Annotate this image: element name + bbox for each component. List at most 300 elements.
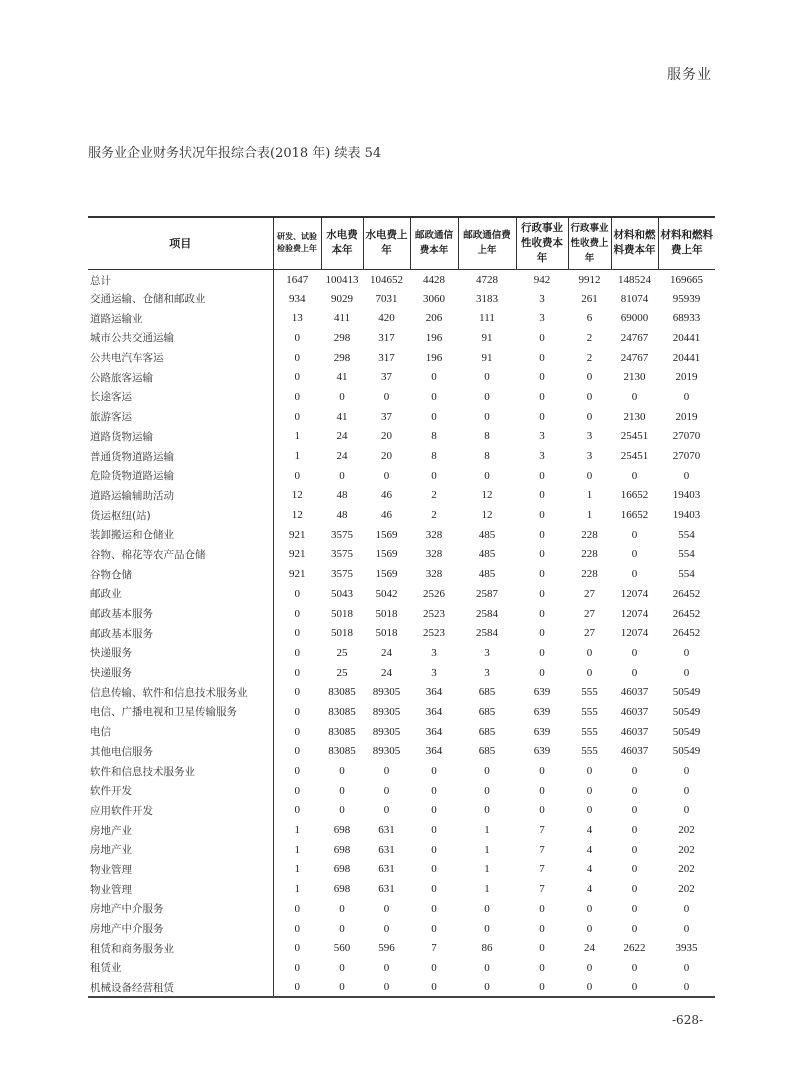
cell-value: 9912 [578,274,601,287]
table-row [88,860,715,880]
cell-value: 1 [294,863,300,876]
cell-value: 12 [481,489,493,502]
cell-value: 1 [484,863,490,876]
cell-value: 0 [539,390,545,403]
cell-value: 364 [425,686,443,699]
cell-value: 298 [333,351,351,364]
cell-value: 0 [683,922,690,935]
row-label: 房地产中介服务 [88,919,273,939]
cell-value: 46 [381,489,392,502]
table-row [88,308,715,328]
cell-value: 20441 [672,351,701,364]
cell-value: 12 [291,509,303,522]
cell-value: 0 [484,981,490,994]
column-header: 行政事业性收费上年 [568,217,611,269]
row-label: 其他电信服务 [88,742,273,762]
cell-value: 5018 [375,607,398,620]
cell-value: 196 [425,331,443,344]
cell-value: 0 [539,646,545,659]
cell-value: 202 [678,883,695,896]
cell-value: 169665 [670,274,703,287]
cell-value: 7 [539,883,545,896]
cell-value: 41 [336,410,348,423]
row-label: 道路运输业 [88,308,273,328]
cell-value: 24767 [620,351,649,364]
cell-value: 639 [533,705,551,718]
cell-value: 24767 [620,331,649,344]
cell-value: 0 [539,351,545,364]
cell-value: 0 [586,390,593,403]
cell-value: 83085 [328,725,356,738]
cell-value: 1 [294,824,300,837]
table-row [88,407,715,427]
cell-value: 555 [581,705,598,718]
cell-value: 2622 [623,942,646,955]
cell-value: 685 [478,705,496,718]
cell-value: 0 [539,666,545,679]
cell-value: 100413 [325,274,359,287]
table-row [88,604,715,624]
cell-value: 0 [339,804,345,817]
table-row [88,682,715,702]
cell-value: 0 [631,843,638,856]
cell-value: 7 [539,843,545,856]
cell-value: 3 [586,430,593,443]
cell-value: 0 [539,587,545,600]
cell-value: 0 [294,902,300,915]
cell-value: 12 [481,509,493,522]
cell-value: 9029 [331,292,353,305]
column-header: 邮政通信费本年 [410,217,458,269]
cell-value: 0 [383,469,390,482]
cell-value: 0 [383,784,390,797]
cell-value: 0 [586,469,593,482]
cell-value: 0 [586,784,593,797]
row-label: 应用软件开发 [88,801,273,821]
table-row [88,545,715,565]
cell-value: 8 [431,430,437,443]
cell-value: 7 [539,863,545,876]
table-row [88,702,715,722]
cell-value: 485 [478,528,496,541]
cell-value: 25451 [620,430,649,443]
cell-value: 485 [478,568,496,581]
row-label: 危险货物道路运输 [88,466,273,486]
cell-value: 0 [683,390,690,403]
cell-value: 631 [378,824,395,837]
cell-value: 0 [431,902,437,915]
cell-value: 0 [431,863,437,876]
cell-value: 0 [294,390,300,403]
cell-value: 4 [586,824,593,837]
cell-value: 698 [333,863,351,876]
cell-value: 0 [631,646,638,659]
cell-value: 3 [539,450,545,463]
cell-value: 3 [484,666,490,679]
cell-value: 4 [586,863,593,876]
cell-value: 0 [631,902,638,915]
cell-value: 25 [336,646,348,659]
cell-value: 0 [294,371,300,384]
table-row [88,466,715,486]
cell-value: 12 [291,489,303,502]
cell-value: 0 [586,981,593,994]
cell-value: 555 [581,745,598,758]
cell-value: 46037 [620,686,649,699]
cell-value: 1647 [286,274,309,287]
table-row [88,742,715,762]
cell-value: 1 [294,883,300,896]
cell-value: 2584 [476,607,498,620]
cell-value: 596 [378,942,395,955]
cell-value: 83085 [328,745,356,758]
cell-value: 0 [294,666,300,679]
cell-value: 27 [584,587,595,600]
cell-value: 0 [431,883,437,896]
cell-value: 0 [586,902,593,915]
table-row [88,269,715,289]
row-label: 道路运输辅助活动 [88,486,273,506]
cell-value: 2019 [675,371,698,384]
row-label: 谷物仓储 [88,564,273,584]
financial-table-container [88,216,715,998]
cell-value: 3575 [331,528,353,541]
cell-value: 206 [425,312,443,325]
row-label: 道路货物运输 [88,427,273,447]
cell-value: 3060 [423,292,445,305]
cell-value: 20 [381,450,392,463]
cell-value: 2584 [476,627,498,640]
row-label: 普通货物道路运输 [88,446,273,466]
cell-value: 554 [678,568,695,581]
row-label: 邮政基本服务 [88,623,273,643]
cell-value: 0 [683,981,690,994]
cell-value: 0 [383,804,390,817]
table-header-row [88,217,715,269]
cell-value: 560 [333,942,351,955]
cell-value: 0 [431,804,437,817]
cell-value: 1 [586,509,593,522]
table-row [88,367,715,387]
row-label: 旅游客运 [88,407,273,427]
cell-value: 0 [339,922,345,935]
cell-value: 0 [683,646,690,659]
cell-value: 228 [581,568,598,581]
row-label: 邮政基本服务 [88,604,273,624]
cell-value: 639 [533,725,551,738]
cell-value: 50549 [672,686,701,699]
row-label: 快递服务 [88,663,273,683]
cell-value: 0 [539,627,545,640]
cell-value: 0 [484,765,490,778]
row-label: 公路旅客运输 [88,367,273,387]
cell-value: 1 [586,489,593,502]
cell-value: 0 [631,883,638,896]
cell-value: 934 [289,292,306,305]
cell-value: 0 [586,410,593,423]
cell-value: 3935 [675,942,698,955]
cell-value: 50549 [672,705,701,718]
cell-value: 0 [586,765,593,778]
cell-value: 0 [339,784,345,797]
cell-value: 0 [383,981,390,994]
cell-value: 16652 [620,489,649,502]
cell-value: 317 [378,331,395,344]
cell-value: 0 [631,804,638,817]
cell-value: 0 [383,961,390,974]
cell-value: 0 [294,981,300,994]
cell-value: 698 [333,824,351,837]
cell-value: 0 [683,784,690,797]
cell-value: 3 [539,292,545,305]
row-label: 交通运输、仓储和邮政业 [88,289,273,309]
cell-value: 48 [336,509,348,522]
cell-value: 27070 [672,450,701,463]
table-title: 服务业企业财务状况年报综合表(2018 年) 续表 54 [88,146,382,161]
cell-value: 0 [539,765,545,778]
cell-value: 0 [631,666,638,679]
cell-value: 0 [294,351,300,364]
cell-value: 0 [294,804,300,817]
row-label: 软件和信息技术服务业 [88,761,273,781]
table-row [88,938,715,958]
cell-value: 12074 [620,587,649,600]
table-row [88,348,715,368]
cell-value: 25451 [620,450,649,463]
cell-value: 89305 [372,745,401,758]
cell-value: 485 [478,548,496,561]
cell-value: 0 [294,961,300,974]
cell-value: 0 [539,528,545,541]
section-label: 服务业 [667,67,712,83]
cell-value: 111 [479,312,495,325]
cell-value: 0 [383,765,390,778]
row-label: 机械设备经营租赁 [88,978,273,998]
cell-value: 364 [425,745,443,758]
row-label: 租赁业 [88,958,273,978]
cell-value: 0 [631,469,638,482]
row-label: 快递服务 [88,643,273,663]
cell-value: 8 [484,430,490,443]
cell-value: 5042 [375,587,398,600]
cell-value: 3 [539,430,545,443]
cell-value: 0 [484,784,490,797]
table-row [88,663,715,683]
cell-value: 0 [294,410,300,423]
cell-value: 1569 [375,528,398,541]
cell-value: 7 [539,824,545,837]
cell-value: 104652 [370,274,403,287]
cell-value: 0 [339,981,345,994]
cell-value: 19403 [672,509,701,522]
cell-value: 3575 [331,568,353,581]
table-row [88,820,715,840]
column-header: 水电费本年 [321,217,363,269]
cell-value: 685 [478,745,496,758]
cell-value: 95939 [672,292,701,305]
cell-value: 0 [539,902,545,915]
cell-value: 4428 [423,274,445,287]
cell-value: 942 [533,274,551,287]
cell-value: 83085 [328,686,356,699]
cell-value: 0 [431,981,437,994]
cell-value: 0 [631,784,638,797]
financial-table [88,216,715,998]
table-row [88,564,715,584]
cell-value: 0 [539,371,545,384]
cell-value: 0 [631,568,638,581]
table-row [88,328,715,348]
row-label: 城市公共交通运输 [88,328,273,348]
row-label: 长途客运 [88,387,273,407]
cell-value: 0 [294,784,300,797]
cell-value: 3 [586,450,593,463]
cell-value: 48 [336,489,348,502]
cell-value: 0 [539,981,545,994]
cell-value: 0 [539,548,545,561]
cell-value: 83085 [328,705,356,718]
row-label: 信息传输、软件和信息技术服务业 [88,682,273,702]
row-label: 谷物、棉花等农产品仓储 [88,545,273,565]
cell-value: 698 [333,883,351,896]
column-header: 水电费上年 [363,217,410,269]
cell-value: 698 [333,843,351,856]
cell-value: 0 [484,804,490,817]
cell-value: 37 [381,371,392,384]
cell-value: 0 [631,528,638,541]
cell-value: 91 [481,331,493,344]
cell-value: 0 [539,922,545,935]
cell-value: 0 [586,922,593,935]
row-label: 电信 [88,722,273,742]
cell-value: 25 [336,666,348,679]
cell-value: 0 [339,390,345,403]
cell-value: 0 [484,922,490,935]
cell-value: 0 [339,902,345,915]
table-row [88,919,715,939]
cell-value: 0 [294,922,300,935]
cell-value: 0 [431,765,437,778]
row-label: 房地产中介服务 [88,899,273,919]
cell-value: 5018 [331,607,353,620]
cell-value: 0 [683,961,690,974]
cell-value: 0 [539,489,545,502]
cell-value: 0 [539,607,545,620]
table-row [88,761,715,781]
cell-value: 0 [484,390,490,403]
cell-value: 685 [478,686,496,699]
table-row [88,978,715,998]
cell-value: 921 [289,548,306,561]
cell-value: 0 [683,902,690,915]
cell-value: 46037 [620,745,649,758]
cell-value: 2 [586,331,593,344]
cell-value: 921 [289,528,306,541]
cell-value: 0 [431,784,437,797]
cell-value: 20441 [672,331,701,344]
cell-value: 0 [539,804,545,817]
cell-value: 2130 [623,410,646,423]
cell-value: 555 [581,725,598,738]
table-row [88,427,715,447]
cell-value: 0 [631,981,638,994]
cell-value: 0 [294,627,300,640]
cell-value: 50549 [672,745,701,758]
cell-value: 2523 [423,627,445,640]
cell-value: 0 [294,725,300,738]
cell-value: 0 [631,548,638,561]
cell-value: 0 [431,469,437,482]
row-label: 电信、广播电视和卫星传输服务 [88,702,273,722]
cell-value: 921 [289,568,306,581]
cell-value: 7031 [375,292,398,305]
cell-value: 0 [383,902,390,915]
cell-value: 2 [586,351,593,364]
cell-value: 0 [539,784,545,797]
cell-value: 0 [294,607,300,620]
row-label: 软件开发 [88,781,273,801]
cell-value: 196 [425,351,443,364]
cell-value: 0 [683,804,690,817]
cell-value: 0 [294,745,300,758]
cell-value: 555 [581,686,598,699]
cell-value: 6 [586,312,593,325]
row-label: 物业管理 [88,879,273,899]
cell-value: 50549 [672,725,701,738]
cell-value: 0 [539,568,545,581]
cell-value: 3575 [331,548,353,561]
cell-value: 0 [294,765,300,778]
table-row [88,643,715,663]
cell-value: 0 [539,331,545,344]
cell-value: 89305 [372,686,401,699]
table-row [88,505,715,525]
cell-value: 639 [533,686,551,699]
cell-value: 20 [381,430,392,443]
cell-value: 1569 [375,548,398,561]
cell-value: 0 [484,961,490,974]
cell-value: 2526 [423,587,445,600]
cell-value: 2019 [675,410,698,423]
cell-value: 8 [431,450,437,463]
cell-value: 0 [383,922,390,935]
table-row [88,781,715,801]
cell-value: 27 [584,627,595,640]
cell-value: 46 [381,509,392,522]
cell-value: 37 [381,410,392,423]
cell-value: 364 [425,705,443,718]
cell-value: 554 [678,528,695,541]
table-row [88,486,715,506]
column-header: 行政事业性收费本年 [516,217,568,269]
cell-value: 24 [381,646,392,659]
cell-value: 5018 [375,627,398,640]
cell-value: 631 [378,843,395,856]
cell-value: 1 [484,843,490,856]
cell-value: 1 [484,824,490,837]
cell-value: 0 [539,469,545,482]
cell-value: 86 [481,942,493,955]
cell-value: 0 [294,942,300,955]
cell-value: 0 [294,705,300,718]
cell-value: 4728 [476,274,498,287]
cell-value: 3 [431,666,437,679]
cell-value: 411 [333,312,351,325]
cell-value: 0 [339,765,345,778]
cell-value: 328 [425,548,443,561]
cell-value: 0 [586,646,593,659]
cell-value: 26452 [672,627,701,640]
